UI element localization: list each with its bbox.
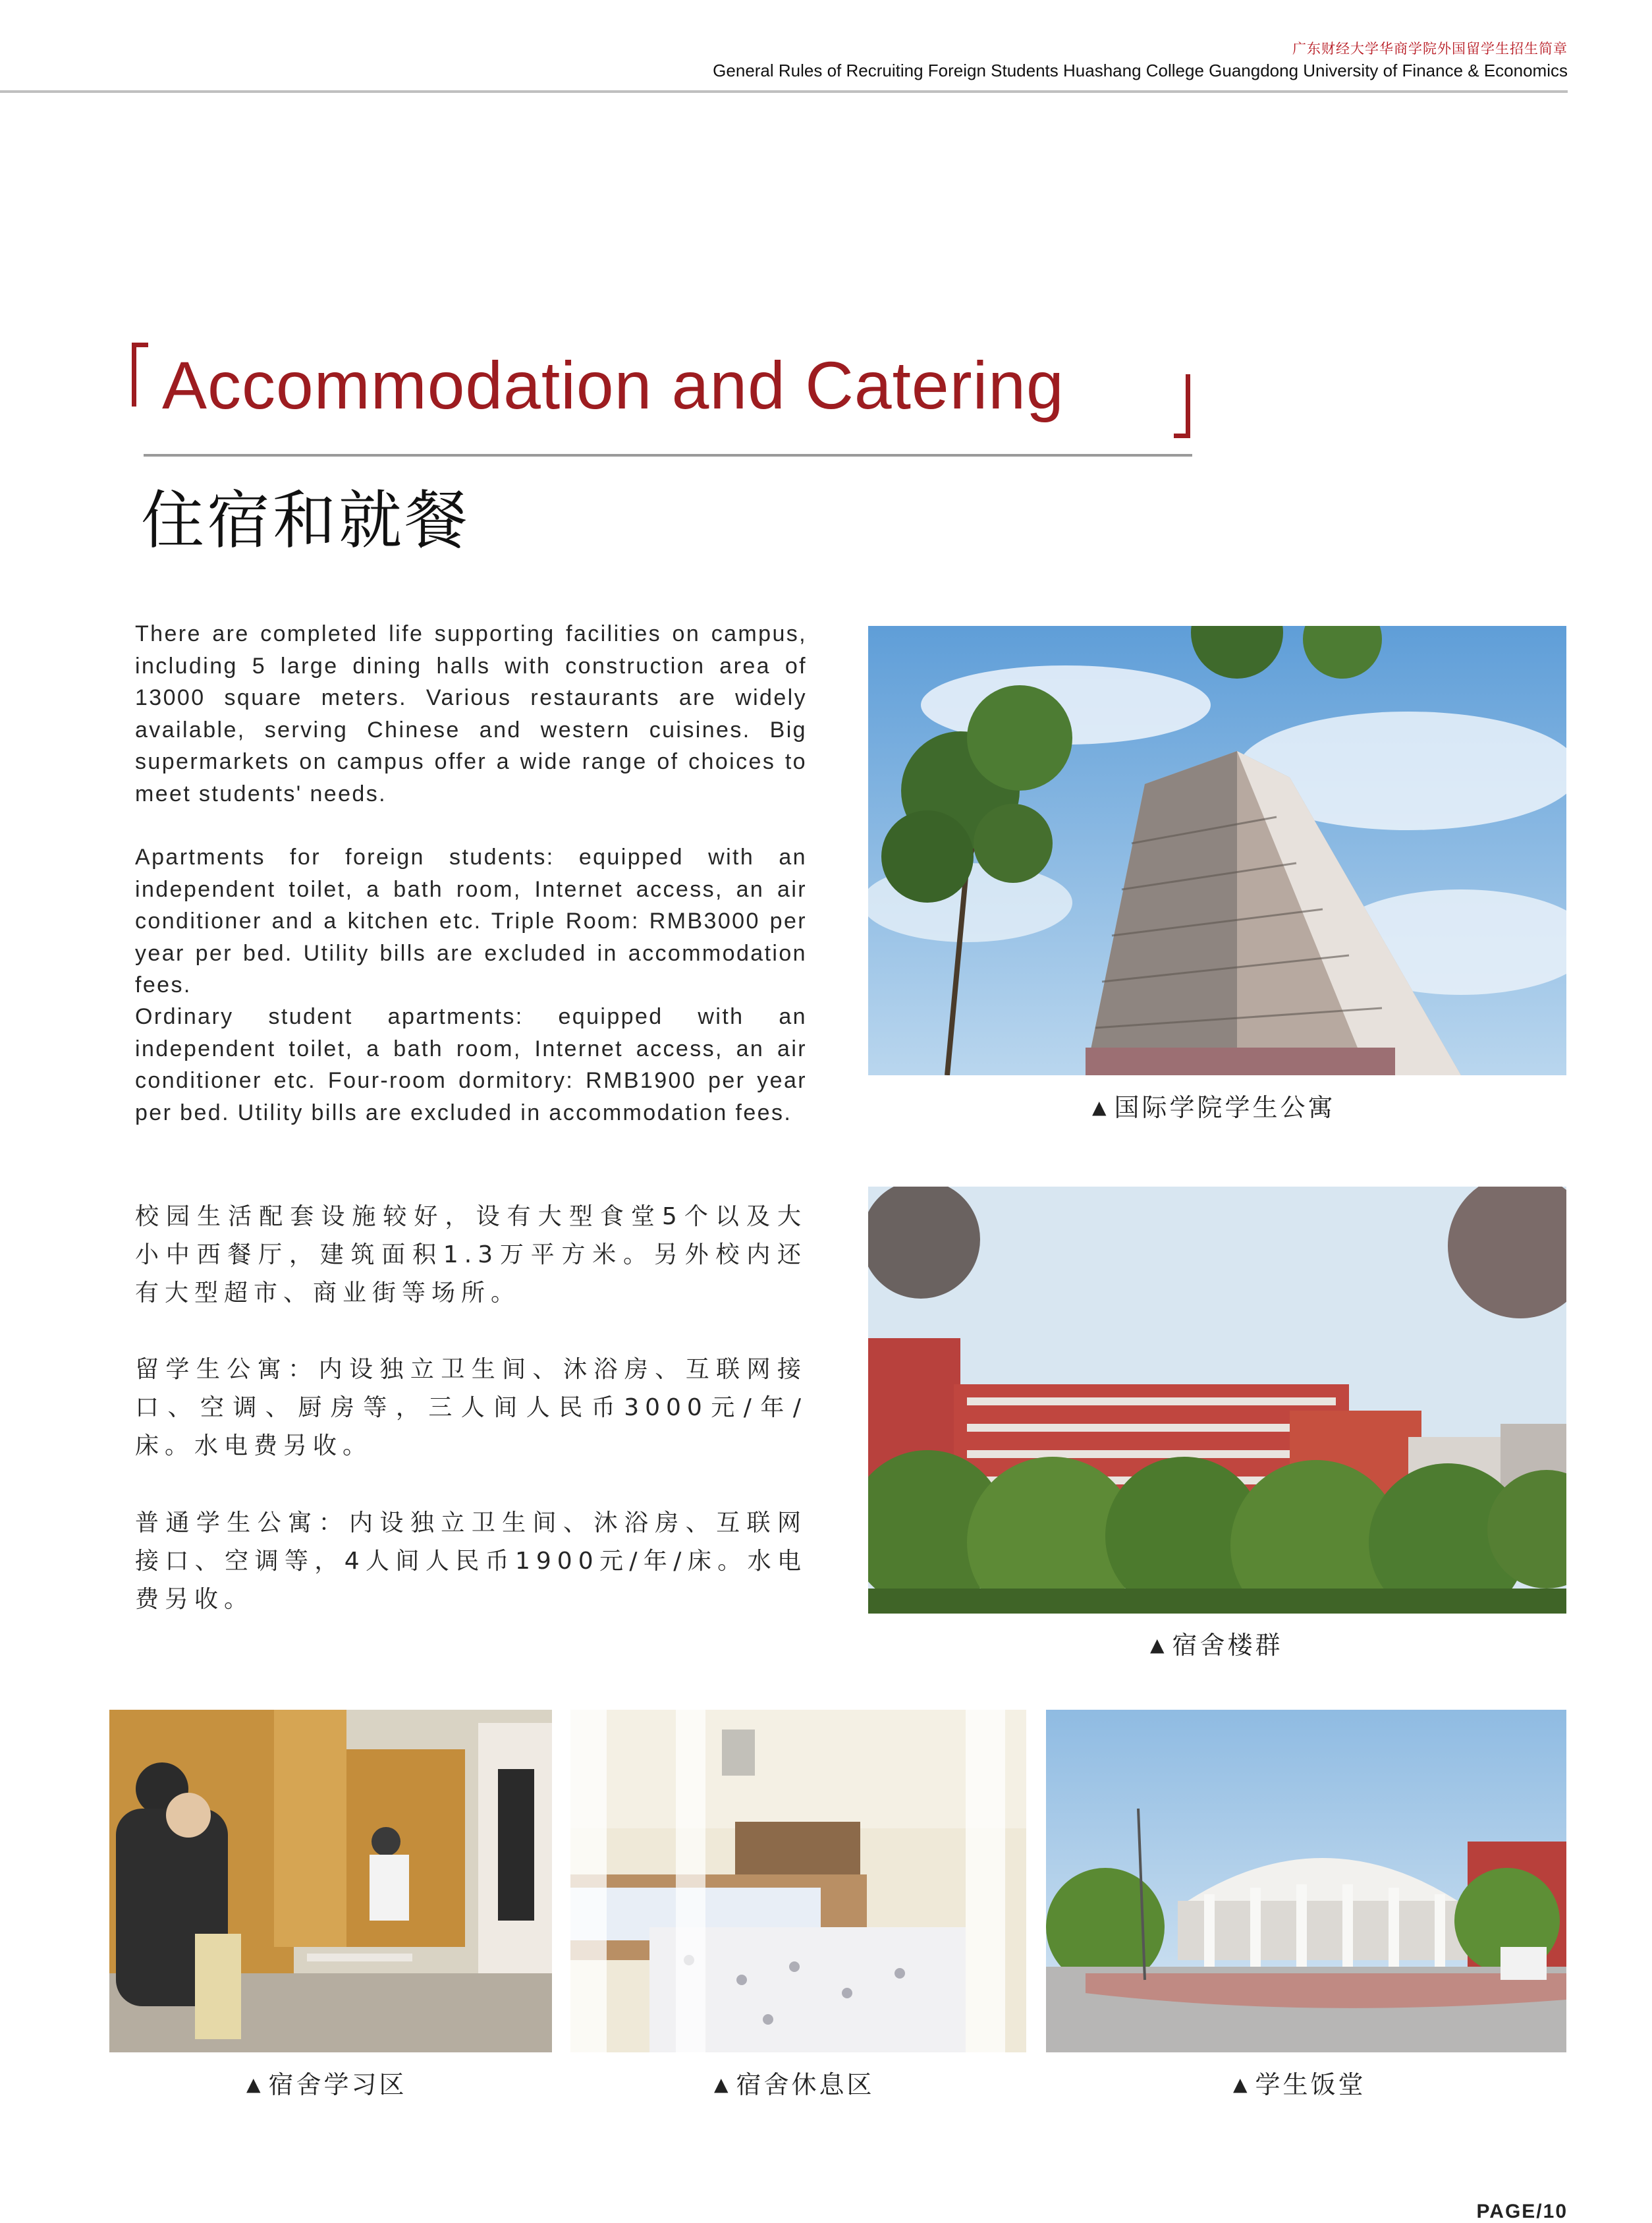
- photo-intl-apartment: [868, 626, 1566, 1075]
- paragraph-en-facilities: There are completed life supporting facilities on campus, including 5 large dining halls with construction area of 13000 square meters. Various restaurants are widely available, serving Chinese and western cuisines. Big supermarkets on campus offer a wide range of choices to meet students' needs.: [135, 621, 807, 806]
- header-title-en: General Rules of Recruiting Foreign Students Huashang College Guangdong University of Finance & Economics: [713, 61, 1568, 80]
- triangle-marker-icon: ▲: [1092, 1096, 1107, 1118]
- caption-canteen: ▲ 学生饭堂: [1233, 2070, 1366, 2099]
- caption-intl-apartment: ▲ 国际学院学生公寓: [1092, 1093, 1336, 1122]
- header-divider: [0, 90, 1568, 93]
- photo-dorm-cluster: [868, 1187, 1566, 1614]
- paragraph-cn-facilities: 校园生活配套设施较好，设有大型食堂5个以及大小中西餐厅，建筑面积1.3万平方米。另外校内还有大型超市、商业街等场所。: [135, 1203, 807, 1307]
- photo-dorm-study: [109, 1710, 552, 2052]
- title-divider: [144, 454, 1192, 457]
- triangle-marker-icon: ▲: [714, 2073, 729, 2095]
- paragraph-cn-ordinary-apartments: 普通学生公寓：内设独立卫生间、沐浴房、互联网接口、空调等，4人间人民币1900元/年/床。水电费另收。: [135, 1509, 807, 1613]
- title-bracket-close: [1174, 374, 1190, 438]
- page-number: PAGE/10: [1476, 2201, 1568, 2222]
- caption-dorm-cluster: ▲ 宿舍楼群: [1150, 1631, 1283, 1660]
- triangle-marker-icon: ▲: [1233, 2073, 1248, 2095]
- triangle-marker-icon: ▲: [246, 2073, 261, 2095]
- caption-dorm-study: ▲ 宿舍学习区: [246, 2070, 407, 2099]
- triangle-marker-icon: ▲: [1150, 1634, 1165, 1656]
- caption-dorm-rest: ▲ 宿舍休息区: [714, 2070, 875, 2099]
- photo-dorm-rest: [570, 1710, 1026, 2052]
- header-title-cn: 广东财经大学华商学院外国留学生招生简章: [1292, 41, 1568, 57]
- paragraph-en-foreign-apartments: Apartments for foreign students: equipped with an independent toilet, a bath room, Internet access, an air conditioner and a kitchen etc. Triple Room: RMB3000 per year per bed. Utility bills are excluded in accommodation fees.: [135, 845, 807, 998]
- section-title-cn: 住宿和就餐: [141, 484, 470, 557]
- section-title-en: Accommodation and Catering: [162, 348, 1064, 423]
- paragraph-en-ordinary-apartments: Ordinary student apartments: equipped with an independent toilet, a bath room, Internet access, an air conditioner etc. Four-room dormitory: RMB1900 per year per bed. Utility bills are excluded in accommodation fees.: [135, 1004, 807, 1125]
- paragraph-cn-foreign-apartments: 留学生公寓：内设独立卫生间、沐浴房、互联网接口、空调、厨房等，三人间人民币3000元/年/床。水电费另收。: [135, 1356, 807, 1459]
- title-bracket-open: [132, 343, 148, 407]
- photo-canteen: [1046, 1710, 1566, 2052]
